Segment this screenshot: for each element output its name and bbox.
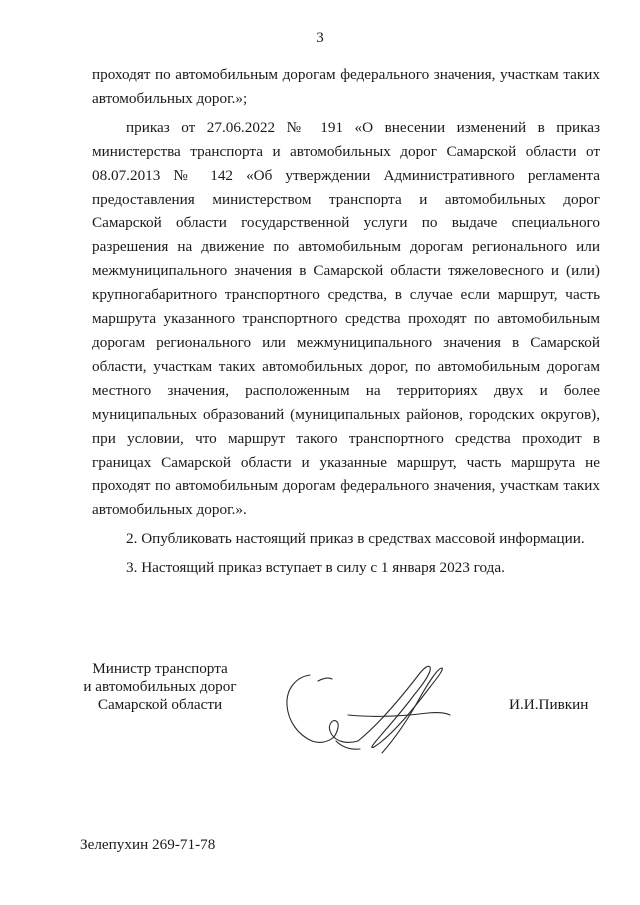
text-line: министерства транспорта и автомобильных дорог Самарской области от bbox=[92, 142, 600, 160]
text-line: межмуниципального значения в Самарской области тяжеловесного и (или) bbox=[92, 262, 600, 280]
text-line: муниципальных образований (муниципальных районов, городских округов), bbox=[92, 405, 600, 423]
text-line: проходят по автомобильным дорогам федерального значения, участкам таких bbox=[92, 477, 600, 495]
position-line: Самарской области bbox=[97, 696, 223, 713]
position-line: Министр транспорта bbox=[92, 660, 228, 677]
text-line: Самарской области государственной услуги по выдаче специального bbox=[92, 214, 600, 232]
page-number: 3 bbox=[316, 30, 324, 46]
signature-stroke bbox=[287, 675, 334, 742]
text-line: местного значения, расположенным на территориях двух и более bbox=[92, 381, 600, 399]
signature-stroke bbox=[318, 678, 332, 681]
text-line: границах Самарской области и указанные маршрут, часть маршрута не bbox=[92, 453, 600, 471]
document-body bbox=[92, 63, 600, 580]
signature-stroke bbox=[329, 721, 358, 743]
text-line: проходят по автомобильным дорогам федерального значения, участкам таких bbox=[92, 66, 600, 83]
signer-name: И.И.Пивкин bbox=[509, 696, 589, 713]
paragraph-item-2 bbox=[92, 527, 600, 551]
signature-stroke bbox=[382, 668, 442, 753]
paragraph-item-3 bbox=[92, 556, 600, 580]
text-line: 2. Опубликовать настоящий приказ в средствах массовой информации. bbox=[126, 530, 585, 548]
text-line: крупногабаритного транспортного средства, в случае если маршрут, часть bbox=[92, 286, 600, 304]
text-line: при условии, что маршрут такого транспортного средства проходит в bbox=[92, 429, 600, 447]
text-line: дорогам регионального или межмуниципального значения в Самарской bbox=[92, 333, 600, 351]
text-line: приказ от 27.06.2022 № 191 «О внесении изменений в приказ bbox=[126, 118, 600, 136]
handwritten-signature bbox=[278, 655, 478, 765]
position-line: и автомобильных дорог bbox=[83, 678, 237, 695]
text-line: разрешения на движение по автомобильным дорогам регионального или bbox=[92, 238, 600, 256]
text-line: предоставления министерством транспорта и автомобильных дорог bbox=[92, 190, 600, 208]
signatory-position bbox=[80, 660, 240, 714]
signature-strokes bbox=[287, 666, 450, 753]
text-line: 08.07.2013 № 142 «Об утверждении Административного регламента bbox=[92, 166, 600, 184]
text-line: маршрута указанного транспортного средства проходят по автомобильным bbox=[92, 310, 600, 328]
text-line: 3. Настоящий приказ вступает в силу с 1 января 2023 года. bbox=[126, 559, 505, 577]
text-line: области, участкам таких автомобильных дорог, по автомобильным дорогам bbox=[92, 357, 600, 375]
paragraph-continuation bbox=[92, 63, 600, 111]
text-line: автомобильных дорог.». bbox=[92, 501, 247, 519]
executor-contact: Зелепухин 269-71-78 bbox=[80, 836, 216, 853]
paragraph-order-2022 bbox=[92, 116, 600, 522]
text-line: автомобильных дорог.»; bbox=[92, 89, 248, 107]
